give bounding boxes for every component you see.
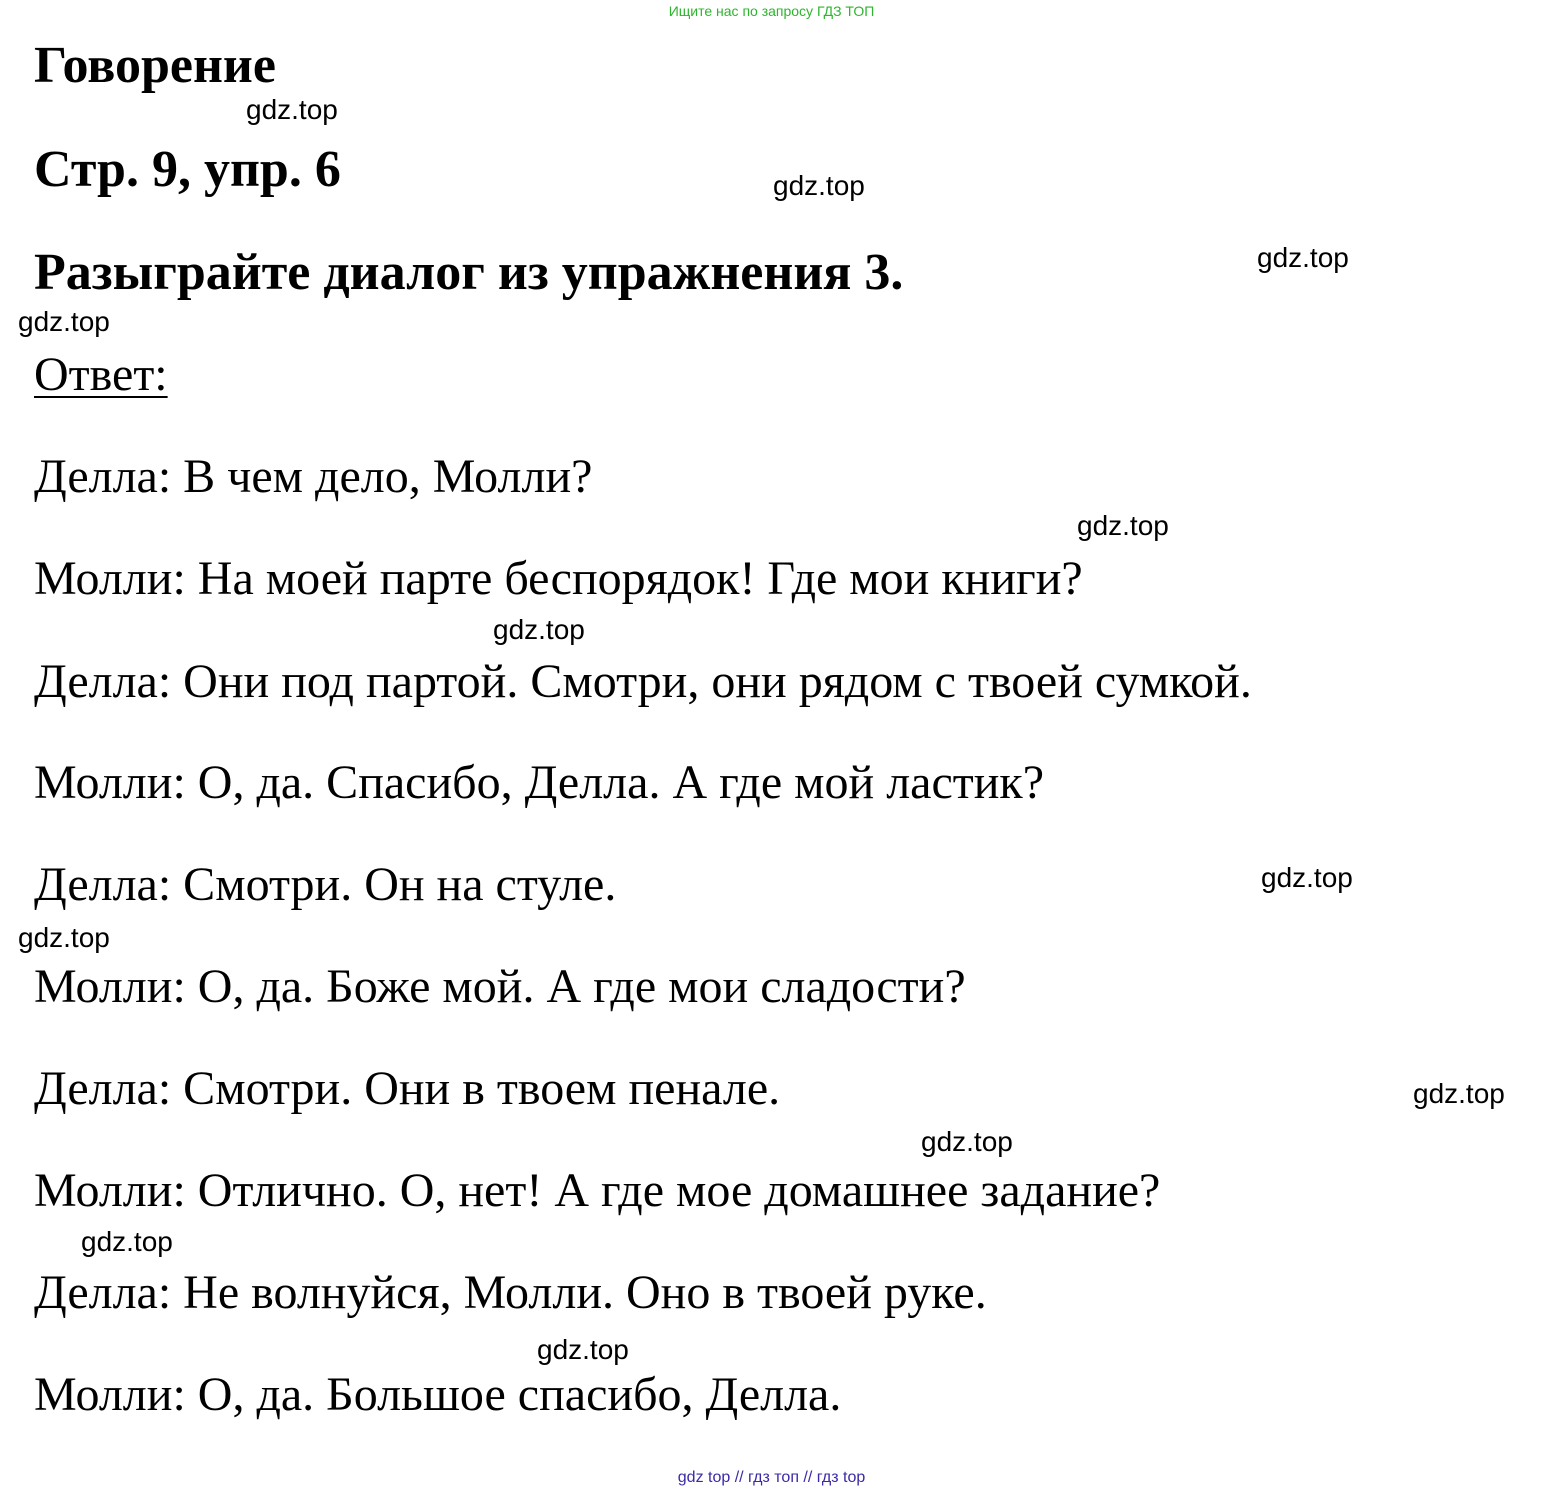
watermark: gdz.top xyxy=(493,614,585,645)
dialogue-line: Молли: О, да. Большое спасибо, Делла. xyxy=(34,1368,842,1421)
answer-label: Ответ: xyxy=(34,348,168,401)
watermark: gdz.top xyxy=(1413,1078,1505,1109)
section-title: Говорение xyxy=(34,37,276,94)
task-text: Разыграйте диалог из упражнения 3. xyxy=(34,244,904,301)
watermark: gdz.top xyxy=(921,1126,1013,1157)
watermark: gdz.top xyxy=(81,1226,173,1257)
exercise-reference: Стр. 9, упр. 6 xyxy=(34,141,341,198)
dialogue-line: Делла: Смотри. Они в твоем пенале. xyxy=(34,1062,781,1115)
dialogue-line: Делла: Смотри. Он на стуле. xyxy=(34,858,617,911)
dialogue-line: Молли: О, да. Спасибо, Делла. А где мой ластик? xyxy=(34,756,1045,809)
top-banner: Ищите нас по запросу ГДЗ ТОП xyxy=(668,3,875,19)
watermark: gdz.top xyxy=(18,306,110,337)
dialogue-line: Молли: На моей парте беспорядок! Где мои книги? xyxy=(34,552,1083,605)
watermark: gdz.top xyxy=(1077,510,1169,541)
dialogue-line: Молли: Отлично. О, нет! А где мое домашнее задание? xyxy=(34,1164,1161,1217)
watermark: gdz.top xyxy=(246,94,338,125)
dialogue-line: Молли: О, да. Боже мой. А где мои сладости? xyxy=(34,960,966,1013)
dialogue-line: Делла: Они под партой. Смотри, они рядом с твоей сумкой. xyxy=(34,655,1252,708)
dialogue-line: Делла: В чем дело, Молли? xyxy=(34,450,593,503)
watermark: gdz.top xyxy=(773,170,865,201)
watermark: gdz.top xyxy=(18,922,110,953)
watermark: gdz.top xyxy=(1257,242,1349,273)
footer-links: gdz top // гдз топ // гдз top xyxy=(677,1469,866,1486)
dialogue-line: Делла: Не волнуйся, Молли. Оно в твоей руке. xyxy=(34,1266,987,1319)
watermark: gdz.top xyxy=(1261,862,1353,893)
watermark: gdz.top xyxy=(537,1334,629,1365)
